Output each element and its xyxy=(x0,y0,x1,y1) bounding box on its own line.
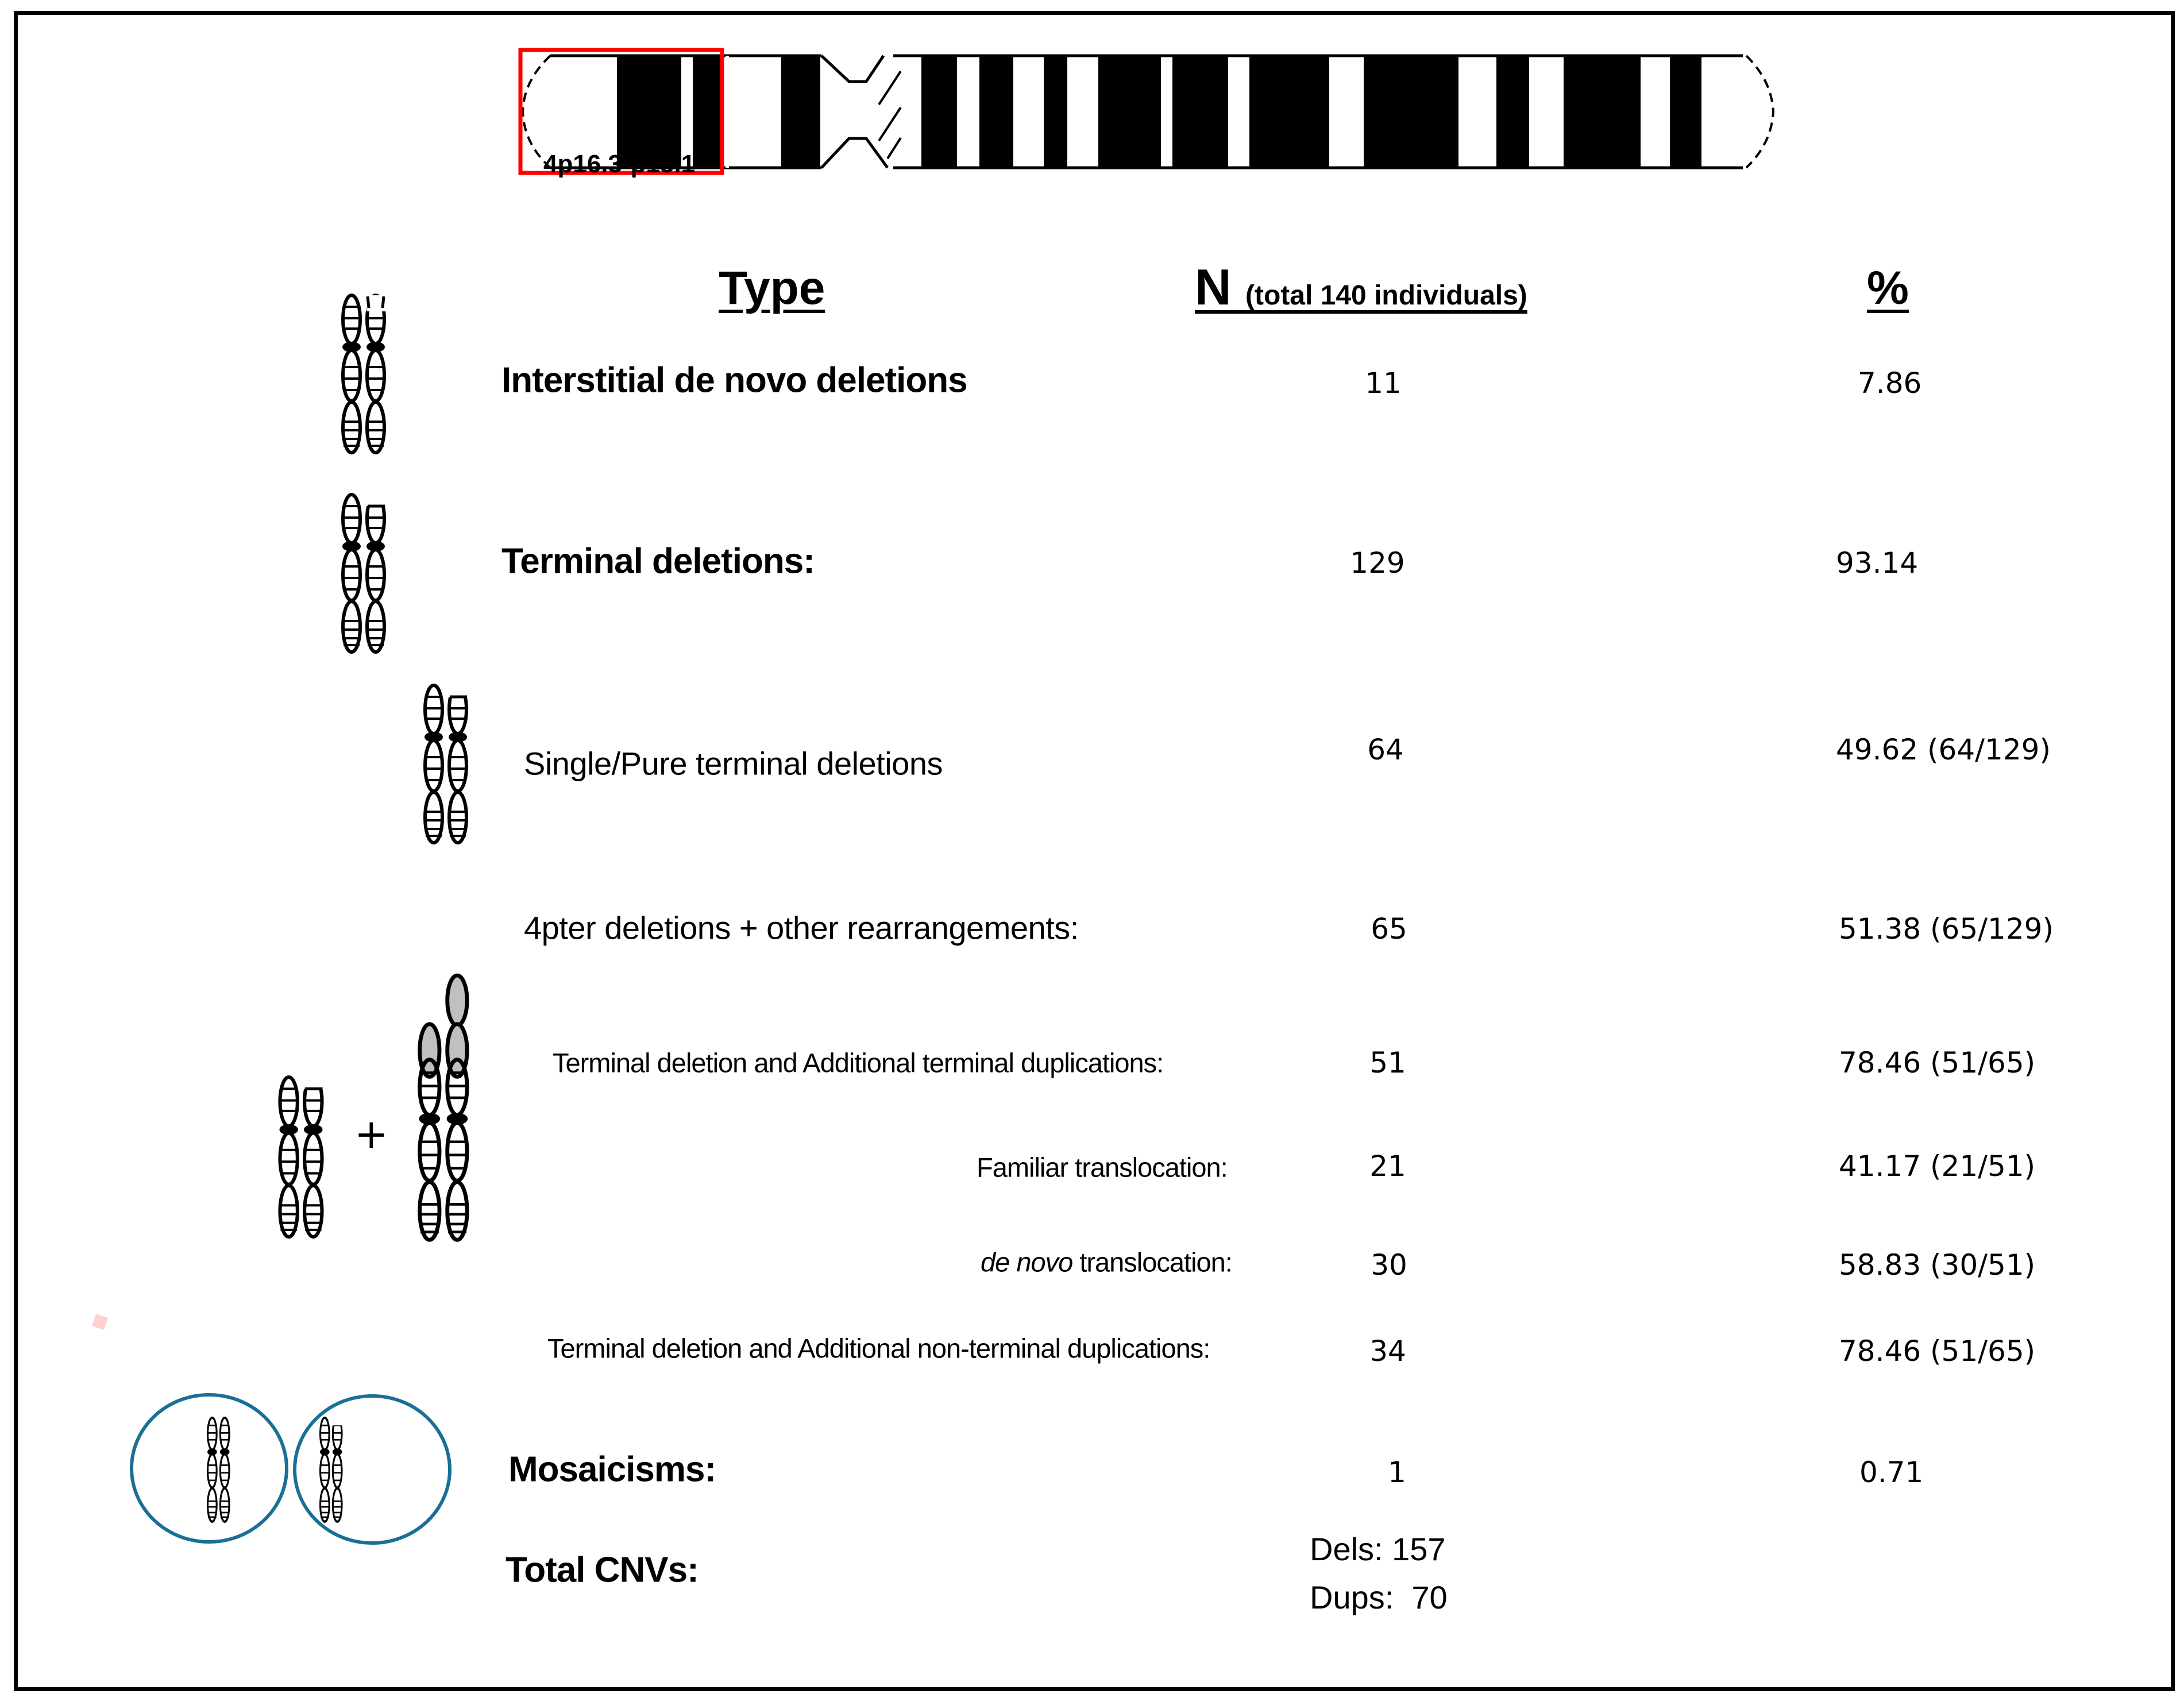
header-percent: % xyxy=(1867,262,1909,314)
row-familiar-translocation-n: 21 xyxy=(1369,1150,1406,1183)
row-nonterminal-dup-n: 34 xyxy=(1369,1334,1406,1368)
region-label: 4p16.3-p15.1 xyxy=(543,150,696,178)
row-denovo-translocation-n: 30 xyxy=(1371,1248,1407,1282)
row-denovo-rest: translocation: xyxy=(1072,1247,1232,1278)
header-n-label: N xyxy=(1195,259,1232,315)
row-familiar-translocation-label: Familiar translocation: xyxy=(977,1152,1228,1183)
interstitial-deletion-icon xyxy=(338,295,390,452)
terminal-deletion-small-icon xyxy=(276,1077,327,1236)
row-terminal-dup-n: 51 xyxy=(1369,1046,1406,1079)
header-n-subtitle: (total 140 individuals) xyxy=(1245,280,1527,311)
row-terminal-dup-label: Terminal deletion and Additional terminal duplications: xyxy=(553,1047,1164,1078)
chromosome-ideogram xyxy=(0,0,2184,230)
row-familiar-translocation-pct: 41.17 (21/51) xyxy=(1839,1150,2036,1183)
row-interstitial-pct: 7.86 xyxy=(1858,367,1922,400)
row-interstitial-label: Interstitial de novo deletions xyxy=(501,360,967,400)
row-denovo-translocation-pct: 58.83 (30/51) xyxy=(1839,1248,2036,1282)
row-terminal-pct: 93.14 xyxy=(1836,546,1919,580)
total-dups: Dups: 70 xyxy=(1310,1579,1448,1615)
row-terminal-n: 129 xyxy=(1350,546,1405,580)
row-interstitial-n: 11 xyxy=(1365,367,1402,400)
duplication-chromosome-icon xyxy=(418,975,470,1239)
row-4pter-n: 65 xyxy=(1371,912,1407,946)
pure-terminal-deletion-icon xyxy=(420,685,472,842)
plus-sign: + xyxy=(354,1110,388,1158)
row-denovo-translocation-label xyxy=(981,1247,1232,1278)
terminal-deletion-icon xyxy=(338,495,390,651)
header-type: Type xyxy=(719,262,825,314)
row-terminal-dup-pct: 78.46 (51/65) xyxy=(1839,1046,2036,1079)
row-nonterminal-dup-label: Terminal deletion and Additional non-terminal duplications: xyxy=(547,1333,1210,1364)
row-pure-terminal-label: Single/Pure terminal deletions xyxy=(524,745,943,782)
row-pure-terminal-n: 64 xyxy=(1367,733,1404,766)
header-n xyxy=(1195,258,1527,317)
row-mosaicism-pct: 0.71 xyxy=(1859,1456,1924,1489)
row-mosaicism-label: Mosaicisms: xyxy=(508,1449,716,1490)
total-cnvs-label: Total CNVs: xyxy=(506,1550,699,1590)
total-cnvs-values xyxy=(1310,1525,1448,1622)
row-terminal-label: Terminal deletions: xyxy=(501,541,815,581)
row-pure-terminal-pct: 49.62 (64/129) xyxy=(1836,733,2051,766)
row-nonterminal-dup-pct: 78.46 (51/65) xyxy=(1839,1334,2036,1368)
row-mosaicism-n: 1 xyxy=(1388,1456,1406,1489)
mosaicism-cells-icon xyxy=(126,1390,460,1551)
row-4pter-pct: 51.38 (65/129) xyxy=(1839,912,2054,946)
total-dels: Dels: 157 xyxy=(1310,1531,1446,1567)
row-4pter-label: 4pter deletions + other rearrangements: xyxy=(524,909,1079,946)
row-denovo-italic: de novo xyxy=(981,1247,1073,1278)
